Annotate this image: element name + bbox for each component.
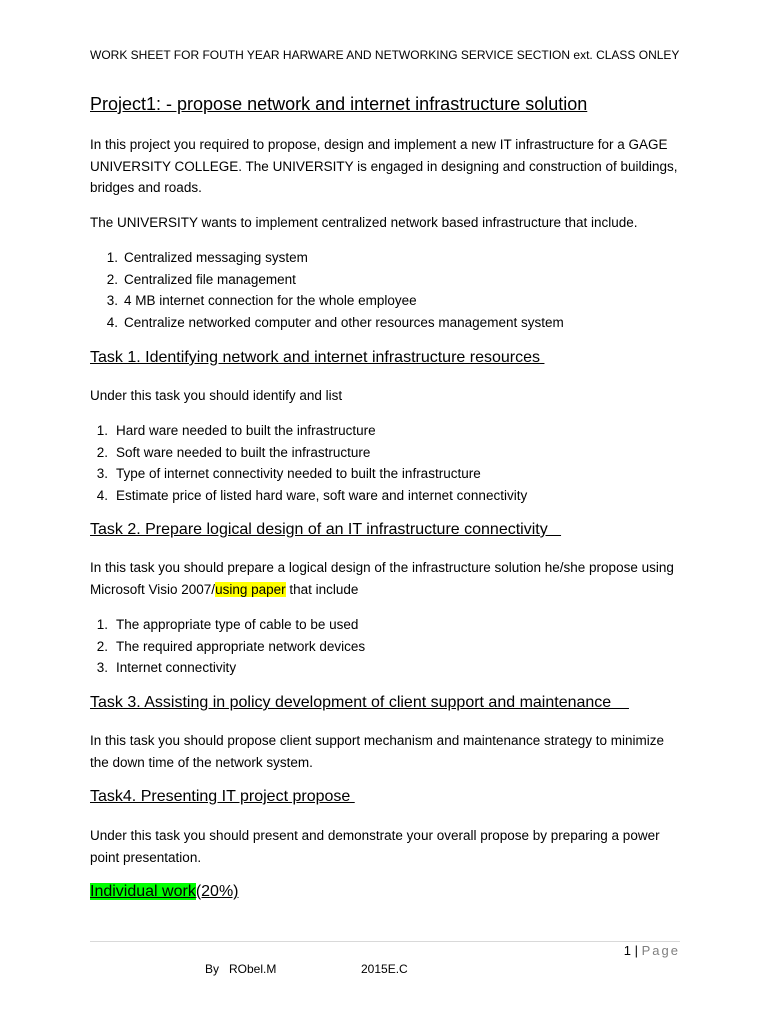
list-number: 4. xyxy=(106,315,118,331)
individual-work-heading xyxy=(90,883,239,901)
highlighted-text: Individual work xyxy=(90,883,196,900)
list-number: 3. xyxy=(96,660,108,676)
list-text: Type of internet connectivity needed to built the infrastructure xyxy=(116,466,481,482)
task3-text: In this task you should propose client support mechanism and maintenance strategy to minimize the down time of the network system. xyxy=(90,733,665,770)
list-text: Estimate price of listed hard ware, soft ware and internet connectivity xyxy=(116,488,528,504)
page-header: WORK SHEET FOR FOUTH YEAR HARWARE AND NETWORKING SERVICE SECTION ext. CLASS ONLEY xyxy=(90,48,680,62)
list-text: The required appropriate network devices xyxy=(116,638,366,654)
page-number-separator: | xyxy=(631,943,642,958)
list-text: Centralized messaging system xyxy=(124,250,308,265)
list-text: Centralized file management xyxy=(124,271,296,287)
list-number: 1. xyxy=(96,617,108,632)
task1-intro: Under this task you should identify and list xyxy=(90,388,343,403)
footer-author: By RObel.M xyxy=(205,962,277,976)
intro-paragraph: In this project you required to propose, design and implement a new IT infrastructure for a GAGE UNIVERSITY COLLEGE. The UNIVERSITY is engaged in designing and construction of buildings, bridges and roads. xyxy=(90,137,678,195)
task2-intro xyxy=(90,557,680,600)
list-text: Internet connectivity xyxy=(116,660,237,676)
task3-heading: Task 3. Assisting in policy development of client support and maintenance xyxy=(90,694,629,711)
highlighted-text: using paper xyxy=(215,581,286,597)
task2-heading: Task 2. Prepare logical design of an IT infrastructure connectivity xyxy=(90,521,562,538)
list-text: The appropriate type of cable to be used xyxy=(116,617,359,632)
list-number: 1. xyxy=(96,423,108,438)
task2-intro-tail: that include xyxy=(285,581,359,597)
footer-year: 2015E.C xyxy=(361,962,408,976)
list-number: 1. xyxy=(106,250,118,265)
list-number: 2. xyxy=(96,444,108,460)
list-text: Centralize networked computer and other resources management system xyxy=(124,315,564,331)
page-number-value: 1 xyxy=(623,943,632,958)
project-title: Project1: - propose network and internet infrastructure solution xyxy=(90,94,588,114)
task4-heading: Task4. Presenting IT project propose xyxy=(90,788,355,805)
list-number: 2. xyxy=(96,638,108,654)
footer-divider xyxy=(90,941,680,942)
task1-heading: Task 1. Identifying network and internet infrastructure resources xyxy=(90,349,545,366)
list-number: 2. xyxy=(106,271,118,287)
list-text: Soft ware needed to built the infrastructure xyxy=(116,444,371,460)
list-number: 3. xyxy=(106,293,118,309)
individual-work-weight: (20%) xyxy=(195,883,239,900)
list-number: 4. xyxy=(96,488,108,504)
page-number xyxy=(624,943,680,958)
list-text: 4 MB internet connection for the whole employee xyxy=(124,293,417,309)
requirements-intro: The UNIVERSITY wants to implement centralized network based infrastructure that include. xyxy=(90,215,638,230)
task2-intro-text: In this task you should prepare a logical design of the infrastructure solution he/she propose using Microsoft Visio 2007/ xyxy=(90,560,674,597)
list-number: 3. xyxy=(96,466,108,482)
task4-text: Under this task you should present and demonstrate your overall propose by preparing a power point presentation. xyxy=(90,828,660,865)
list-text: Hard ware needed to built the infrastructure xyxy=(116,423,376,438)
page-label: Page xyxy=(641,943,680,958)
